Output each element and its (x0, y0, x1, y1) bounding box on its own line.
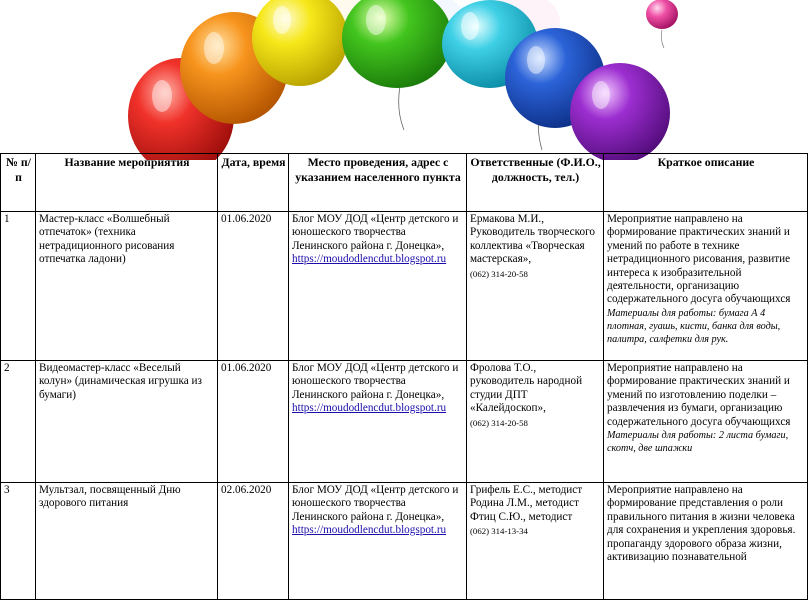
event-title: Видеомастер-класс «Веселый колун» (динамическая игрушка из бумаги) (36, 361, 218, 483)
events-table (0, 153, 808, 600)
row-num: 3 (1, 483, 36, 600)
header-responsible: Ответственные (Ф.И.О., должность, тел.) (467, 154, 604, 212)
phone-number: (062) 314-13-34 (470, 526, 528, 537)
materials-text: Материалы для работы: бумага А 4 плотная, гуашь, кисти, банка для воды, палитра, салфетки для рук. (607, 307, 781, 345)
purple-balloon (570, 63, 670, 160)
header-description: Краткое описание (604, 154, 808, 212)
event-description (604, 212, 808, 361)
header-date: Дата, время (218, 154, 289, 212)
event-responsible (467, 483, 604, 600)
description-text: Мероприятие направлено на формирование представления о роли правильного питания в жизни человека для сохранения и укрепления здоровья. пропаганду здорового образа жизни, активизацию познавательной (607, 484, 796, 564)
header-title: Название мероприятия (36, 154, 218, 212)
event-description (604, 483, 808, 600)
place-text: Блог МОУ ДОД «Центр детского и юношеского творчества Ленинского района г. Донецка», (292, 484, 459, 523)
place-text: Блог МОУ ДОД «Центр детского и юношеского творчества Ленинского района г. Донецка», (292, 362, 459, 401)
description-text: Мероприятие направлено на формирование практических знаний и умений по изготовлению поделки – развлечения из бумаги, организацию содержательного досуга обучающихся (607, 362, 791, 428)
phone-number: (062) 314-20-58 (470, 417, 528, 428)
event-date: 02.06.2020 (218, 483, 289, 600)
blog-link[interactable]: https://moudodlencdut.blogspot.ru (292, 524, 447, 537)
description-text: Мероприятие направлено на формирование практических знаний и умений по работе в технике нетрадиционного рисования, развитие интереса к изобразительной деятельности, организацию содержательного досуга обучающихся (607, 213, 791, 306)
blog-link[interactable]: https://moudodlencdut.blogspot.ru (292, 402, 447, 415)
event-title: Мастер-класс «Волшебный отпечаток» (техника нетрадиционного рисования отпечатка ладони) (36, 212, 218, 361)
row-num: 1 (1, 212, 36, 361)
event-responsible (467, 361, 604, 483)
event-date: 01.06.2020 (218, 212, 289, 361)
event-description (604, 361, 808, 483)
pink-balloon (646, 0, 678, 29)
table-row (1, 212, 808, 361)
blog-link[interactable]: https://moudodlencdut.blogspot.ru (292, 253, 447, 266)
green-balloon (342, 0, 452, 88)
event-date: 01.06.2020 (218, 361, 289, 483)
header-num: № п/п (1, 154, 36, 212)
event-place (289, 361, 467, 483)
table-row (1, 483, 808, 600)
event-place (289, 483, 467, 600)
responsible-text: Ермакова М.И., Руководитель творческого коллектива «Творческая мастерская», (470, 213, 595, 266)
event-place (289, 212, 467, 361)
responsible-text: Грифель Е.С., методист Родина Л.М., методист Фтиц С.Ю., методист (470, 484, 583, 523)
table-header-row (1, 154, 808, 212)
event-responsible (467, 212, 604, 361)
phone-number: (062) 314-20-58 (470, 268, 528, 279)
responsible-text: Фролова Т.О., руководитель народной студии ДПТ «Калейдоскоп», (470, 362, 583, 415)
place-text: Блог МОУ ДОД «Центр детского и юношеского творчества Ленинского района г. Донецка», (292, 213, 459, 252)
table-row (1, 361, 808, 483)
header-place: Место проведения, адрес с указанием населенного пункта (289, 154, 467, 212)
materials-text: Материалы для работы: 2 листа бумаги, скотч, две шпажки (607, 430, 789, 455)
event-title: Мультзал, посвященный Дню здорового питания (36, 483, 218, 600)
row-num: 2 (1, 361, 36, 483)
balloons-banner (0, 0, 809, 160)
